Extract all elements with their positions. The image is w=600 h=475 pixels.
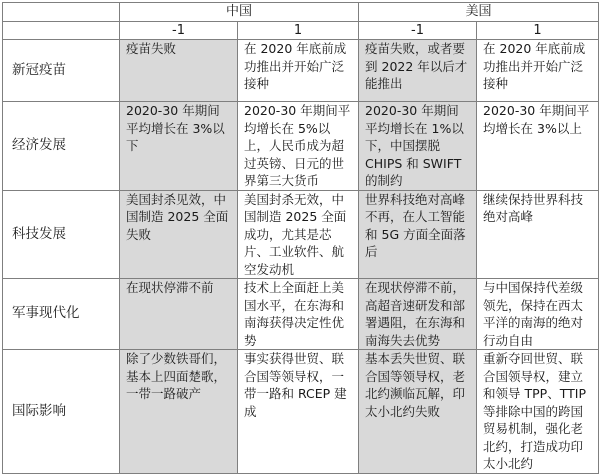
row-label: 新冠疫苗 bbox=[3, 40, 120, 102]
cell-china-positive: 事实获得世贸、联合国等领导权，一带一路和 RCEP 建成 bbox=[238, 350, 359, 474]
row-technology bbox=[3, 190, 599, 279]
cell-usa-negative: 基本丢失世贸、联合国等领导权，老北约濒临瓦解，印太小北约失败 bbox=[359, 350, 477, 474]
row-label: 经济发展 bbox=[3, 102, 120, 191]
cell-usa-positive: 2020-30 年期间平均增长在 3%以上 bbox=[477, 102, 599, 191]
row-influence bbox=[3, 350, 599, 474]
score-china-negative: -1 bbox=[120, 21, 238, 40]
scenario-table bbox=[2, 2, 599, 474]
cell-china-positive: 2020-30 年期间平均增长在 5%以上，人民币成为超过英镑、日元的世界第三大货币 bbox=[238, 102, 359, 191]
cell-usa-positive: 继续保持世界科技绝对高峰 bbox=[477, 190, 599, 279]
corner-cell-2 bbox=[3, 21, 120, 40]
score-usa-positive: 1 bbox=[477, 21, 599, 40]
corner-cell bbox=[3, 3, 120, 22]
cell-china-negative: 疫苗失败 bbox=[120, 40, 238, 102]
cell-china-positive: 美国封杀无效，中国制造 2025 全面成功，尤其是芯片、工业软件、航空发动机 bbox=[238, 190, 359, 279]
cell-china-negative: 在现状停滞不前 bbox=[120, 279, 238, 350]
country-header-row bbox=[3, 3, 599, 22]
header-china: 中国 bbox=[120, 3, 359, 22]
cell-china-negative: 除了少数铁哥们，基本上四面楚歌，一带一路破产 bbox=[120, 350, 238, 474]
row-economy bbox=[3, 102, 599, 191]
score-header-row bbox=[3, 21, 599, 40]
cell-usa-positive: 重新夺回世贸、联合国领导权，建立和领导 TPP、TTIP 等排除中国的跨国贸易机制，强化老北约，打造成功印太小北约 bbox=[477, 350, 599, 474]
cell-china-positive: 在 2020 年底前成功推出并开始广泛接种 bbox=[238, 40, 359, 102]
cell-china-negative: 2020-30 年期间平均增长在 3%以下 bbox=[120, 102, 238, 191]
score-usa-negative: -1 bbox=[359, 21, 477, 40]
cell-usa-positive: 在 2020 年底前成功推出并开始广泛接种 bbox=[477, 40, 599, 102]
cell-china-negative: 美国封杀见效，中国制造 2025 全面失败 bbox=[120, 190, 238, 279]
cell-usa-negative: 世界科技绝对高峰不再，在人工智能和 5G 方面全面落后 bbox=[359, 190, 477, 279]
cell-china-positive: 技术上全面赶上美国水平，在东海和南海获得决定性优势 bbox=[238, 279, 359, 350]
row-label: 军事现代化 bbox=[3, 279, 120, 350]
row-label: 国际影响 bbox=[3, 350, 120, 474]
cell-usa-positive: 与中国保持代差级领先，保持在西太平洋的南海的绝对行动自由 bbox=[477, 279, 599, 350]
row-vaccine bbox=[3, 40, 599, 102]
cell-usa-negative: 在现状停滞不前，高超音速研发和部署遇阻，在东海和南海失去优势 bbox=[359, 279, 477, 350]
row-military bbox=[3, 279, 599, 350]
score-china-positive: 1 bbox=[238, 21, 359, 40]
cell-usa-negative: 2020-30 年期间平均增长在 1%以下，中国摆脱 CHIPS 和 SWIFT 的制约 bbox=[359, 102, 477, 191]
cell-usa-negative: 疫苗失败，或者要到 2022 年以后才能推出 bbox=[359, 40, 477, 102]
row-label: 科技发展 bbox=[3, 190, 120, 279]
header-usa: 美国 bbox=[359, 3, 599, 22]
